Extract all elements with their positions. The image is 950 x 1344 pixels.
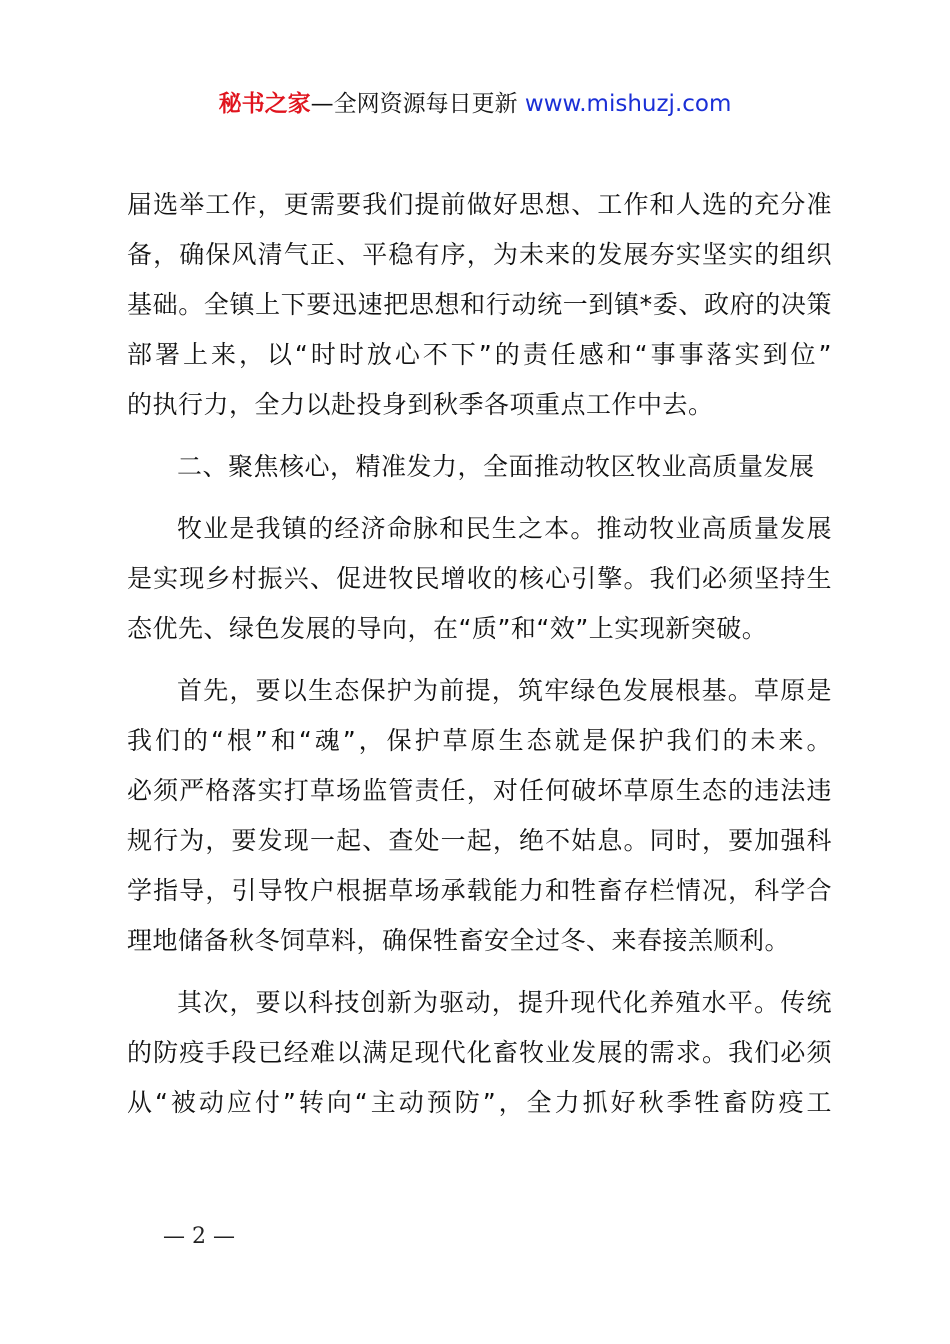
text-line: 牧业是我镇的经济命脉和民生之本。推动牧业高质量发展 [177,514,832,543]
text-line: 届选举工作，更需要我们提前做好思想、工作和人选的充分准 [127,190,832,219]
document-body [127,180,832,1128]
site-url-link[interactable]: www.mishuzj.com [524,91,732,117]
text-line: 备，确保风清气正、平稳有序，为未来的发展夯实坚实的组织 [127,240,832,269]
text-line: 理地储备秋冬饲草料，确保牲畜安全过冬、来春接羔顺利。 [127,926,791,955]
text-line: 从“被动应付”转向“主动预防”，全力抓好秋季牲畜防疫工 [127,1088,832,1117]
paragraph-3 [127,666,832,966]
text-line: 部署上来，以“时时放心不下”的责任感和“事事落实到位” [127,340,832,369]
text-line: 必须严格落实打草场监管责任，对任何破坏草原生态的违法违 [127,776,832,805]
text-line: 的执行力，全力以赴投身到秋季各项重点工作中去。 [127,390,714,419]
paragraph-1 [127,180,832,430]
section-heading-text: 二、聚焦核心，精准发力，全面推动牧区牧业高质量发展 [177,452,815,481]
paragraph-4 [127,978,832,1128]
site-tagline: —全网资源每日更新 [310,91,525,117]
text-line: 是实现乡村振兴、促进牧民增收的核心引擎。我们必须坚持生 [127,564,832,593]
text-line: 基础。全镇上下要迅速把思想和行动统一到镇*委、政府的决策 [127,290,832,319]
site-header [0,86,950,122]
site-brand: 秘书之家 [218,91,311,117]
page-number: — 2 — [163,1224,235,1249]
text-line: 其次，要以科技创新为驱动，提升现代化养殖水平。传统 [177,988,832,1017]
text-line: 的防疫手段已经难以满足现代化畜牧业发展的需求。我们必须 [127,1038,832,1067]
text-line: 规行为，要发现一起、查处一起，绝不姑息。同时，要加强科 [127,826,832,855]
paragraph-2 [127,504,832,654]
text-line: 学指导，引导牧户根据草场承载能力和牲畜存栏情况，科学合 [127,876,832,905]
text-line: 首先，要以生态保护为前提，筑牢绿色发展根基。草原是 [177,676,832,705]
text-line: 我们的“根”和“魂”，保护草原生态就是保护我们的未来。 [127,726,832,755]
text-line: 态优先、绿色发展的导向，在“质”和“效”上实现新突破。 [127,614,768,643]
section-heading [127,442,832,492]
